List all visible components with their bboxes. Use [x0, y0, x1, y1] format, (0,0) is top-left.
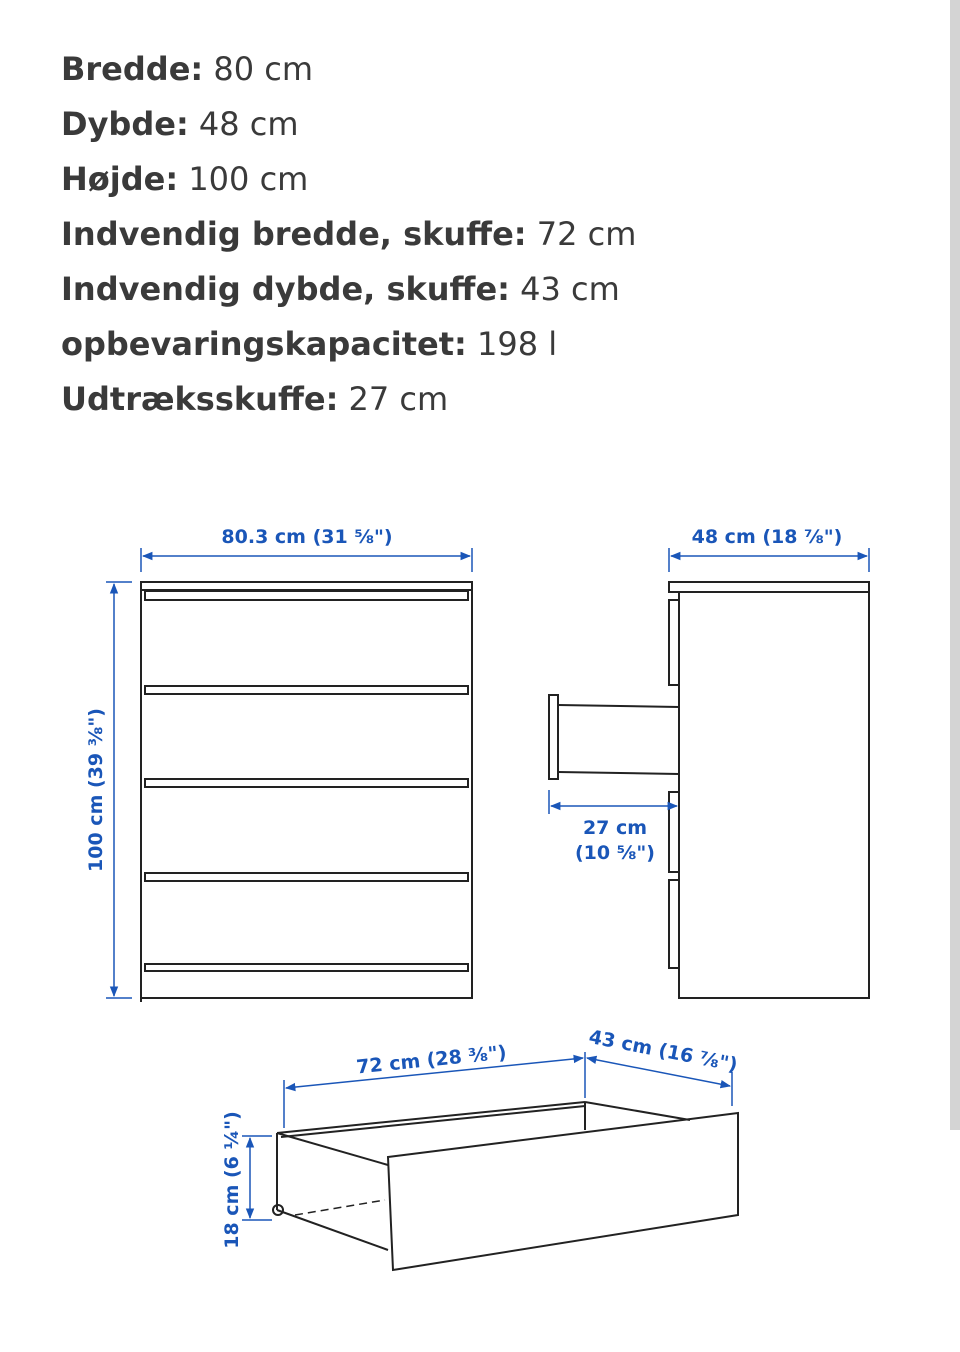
spec-height: Højde: 100 cm: [61, 160, 309, 198]
side-dimensions: [549, 548, 869, 814]
drawer-width-label: 72 cm (28 ⅜"): [355, 1041, 508, 1079]
spec-inner-width: Indvendig bredde, skuffe: 72 cm: [61, 215, 637, 253]
front-width-label: 80.3 cm (31 ⅝"): [221, 526, 393, 548]
extension-label-inch: (10 ⅝"): [575, 842, 655, 864]
extension-label-cm: 27 cm: [582, 817, 648, 839]
spec-capacity: opbevaringskapacitet: 198 l: [61, 325, 558, 363]
drawer-dimensions: [242, 1052, 732, 1220]
side-view: [549, 582, 869, 998]
side-depth-label: 48 cm (18 ⅞"): [691, 526, 843, 548]
drawer-depth-label: 43 cm (16 ⅞"): [587, 1025, 740, 1077]
drawer-view: [273, 1102, 738, 1270]
spec-drawer-extension: Udtræksskuffe: 27 cm: [61, 380, 449, 418]
drawer-height-label: 18 cm (6 ¼"): [221, 1111, 243, 1249]
front-view: [141, 582, 472, 1002]
front-height-label: 100 cm (39 ⅜"): [85, 708, 107, 872]
spec-depth: Dybde: 48 cm: [61, 105, 299, 143]
spec-inner-depth: Indvendig dybde, skuffe: 43 cm: [61, 270, 620, 308]
spec-width: Bredde: 80 cm: [61, 50, 314, 88]
scrollbar[interactable]: [950, 0, 960, 1130]
front-dimensions: [106, 548, 472, 998]
